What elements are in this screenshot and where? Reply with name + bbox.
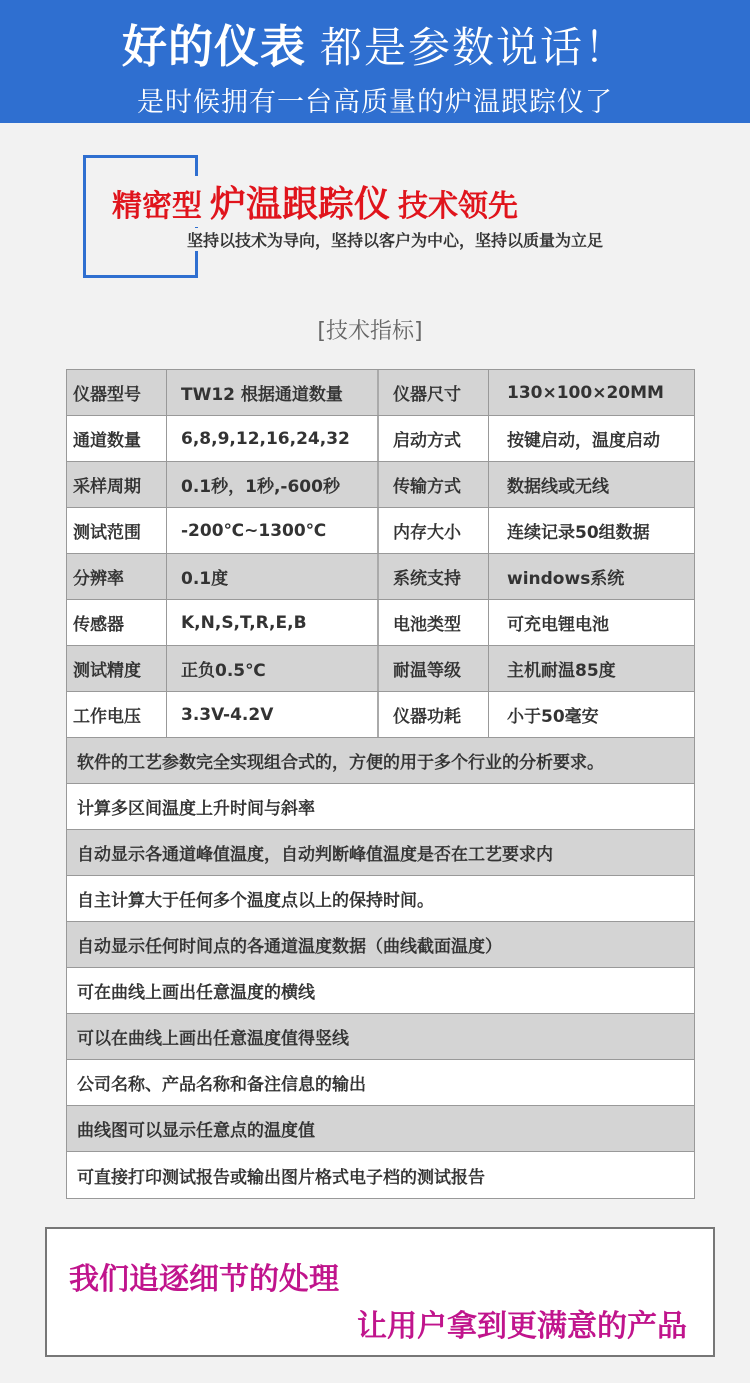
spec-label: 采样周期 [67,462,167,507]
feature-row [67,738,694,784]
feature-text: 计算多区间温度上升时间与斜率 [77,799,315,819]
spec-value: 130×100×20MM [507,382,664,403]
heading-part-3: 技术领先 [398,189,519,224]
spec-table [66,369,695,1199]
spec-value: 3.3V-4.2V [167,692,379,737]
spec-row [67,416,694,462]
banner-title [0,10,750,75]
spec-label: 测试精度 [67,646,167,691]
feature-text: 可以在曲线上画出任意温度值得竖线 [77,1029,349,1049]
spec-label: 分辨率 [67,554,167,599]
spec-row [67,370,694,416]
feature-text: 软件的工艺参数完全实现组合式的，方便的用于多个行业的分析要求。 [77,753,604,773]
feature-text: 可直接打印测试报告或输出图片格式电子档的测试报告 [77,1167,485,1188]
spec-row [67,462,694,508]
spec-label: 仪器功耗 [379,692,489,737]
slogan: 坚持以技术为导向，坚持以客户为中心，坚持以质量为立足 [183,228,603,251]
spec-label: 工作电压 [67,692,167,737]
spec-value: -200℃~1300℃ [167,508,379,553]
spec-label: 系统支持 [379,554,489,599]
feature-text: 自主计算大于任何多个温度点以上的保持时间。 [77,891,434,911]
feature-row [67,1014,694,1060]
product-heading [110,176,520,227]
spec-value: 连续记录50组数据 [507,523,650,543]
spec-label: 通道数量 [67,416,167,461]
feature-text: 可在曲线上画出任意温度的横线 [77,983,315,1003]
banner-subtitle: 是时候拥有一台高质量的炉温跟踪仪了 [137,87,613,118]
feature-text: 曲线图可以显示任意点的温度值 [77,1121,315,1141]
spec-label: 仪器尺寸 [379,370,489,415]
feature-text: 自动显示各通道峰值温度，自动判断峰值温度是否在工艺要求内 [77,845,553,865]
feature-row [67,968,694,1014]
spec-label: 传输方式 [379,462,489,507]
spec-value: 正负0.5℃ [167,646,379,691]
spec-value: TW12 根据通道数量 [167,370,379,415]
spec-label: 耐温等级 [379,646,489,691]
spec-value: windows系统 [507,569,625,589]
spec-label: 传感器 [67,600,167,645]
top-banner [0,0,750,123]
spec-row [67,692,694,738]
feature-row [67,876,694,922]
feature-row [67,1060,694,1106]
spec-label: 启动方式 [379,416,489,461]
footer-line-2: 让用户拿到更满意的产品 [357,1309,687,1344]
spec-row [67,600,694,646]
spec-label: 内存大小 [379,508,489,553]
spec-section-title: [技术指标] [317,319,423,344]
heading-part-1: 精密型 [112,189,202,224]
spec-value: 0.1秒，1秒,-600秒 [167,462,379,507]
spec-value: K,N,S,T,R,E,B [167,600,379,645]
spec-row [67,646,694,692]
feature-row [67,922,694,968]
feature-row [67,1106,694,1152]
spec-row [67,554,694,600]
spec-value: 可充电锂电池 [507,615,609,635]
spec-label: 电池类型 [379,600,489,645]
feature-row [67,830,694,876]
spec-value: 6,8,9,12,16,24,32 [167,416,379,461]
spec-value: 数据线或无线 [507,477,609,497]
spec-value: 小于50毫安 [507,707,599,727]
footer-line-1: 我们追逐细节的处理 [69,1262,339,1297]
spec-value: 0.1度 [167,554,379,599]
spec-label: 测试范围 [67,508,167,553]
feature-text: 公司名称、产品名称和备注信息的输出 [77,1075,366,1095]
spec-value: 主机耐温85度 [507,661,616,681]
banner-title-strong: 好的仪表 [121,20,306,73]
spec-value: 按键启动，温度启动 [507,431,660,451]
spec-label: 仪器型号 [67,370,167,415]
feature-text: 自动显示任何时间点的各通道温度数据（曲线截面温度） [77,937,502,957]
feature-row [67,1152,694,1198]
banner-title-light: 都是参数说话！ [320,23,629,72]
spec-row [67,508,694,554]
feature-row [67,784,694,830]
heading-part-2: 炉温跟踪仪 [210,184,391,225]
footer-box [45,1227,715,1357]
